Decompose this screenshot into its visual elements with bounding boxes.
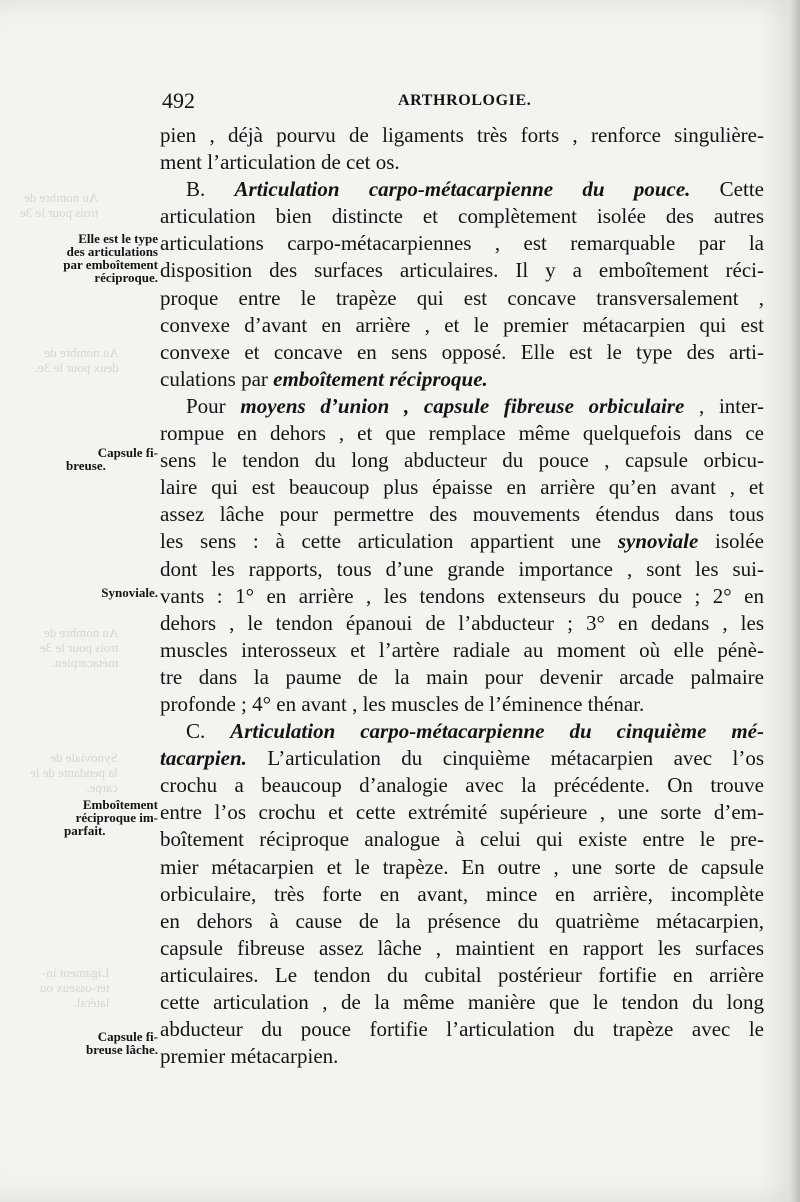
section-heading-b [160,176,764,203]
text-line: mier métacarpien et le trapèze. En outre , une sorte de capsule [160,854,764,879]
text-line: tre dans la paume de la main pour devenir arcade palmaire [160,664,764,689]
text-line: dont les rapports, tous d’une grande importance , sont les sui- [160,556,764,581]
page-edge-shadow [790,0,800,1202]
text-line: ment l’articulation de cet os. [160,150,400,175]
margin-note-line: Elle est le type [78,231,158,246]
text-line: entre l’os crochu et cette extrémité supérieure , une sorte d’em- [160,800,764,825]
margin-note-line: Capsule fi- [97,445,158,460]
margin-note-capsule-fibreuse [40,446,158,472]
section-title-continued: tacarpien. [160,746,247,771]
section-letter: C. [186,719,231,744]
text-fragment: culations par [160,366,274,391]
text-line: pien , déjà pourvu de ligaments très forts , renforce singulière- [160,123,764,147]
text-line: proque entre le trapèze qui est concave transversalement , [160,285,764,310]
emphasis-term: moyens d’union , capsule fibreuse orbiculaire [240,393,685,418]
margin-note-capsule-lache [40,1030,158,1056]
section-title: Articulation carpo-métacarpienne du cinquième mé- [230,719,764,744]
text-line [160,393,764,420]
margin-note-line: des articulations [66,244,158,259]
text-line: muscles interosseux et l’artère radiale au moment où elle pénè- [160,637,764,662]
text-line: convexe d’avant en arrière , et le premier métacarpien qui est [160,312,764,337]
text-line: crochu a beaucoup d’analogie avec la précédente. On trouve [160,773,764,798]
text-line: profonde ; 4° en avant , les muscles de l’éminence thénar. [160,691,645,716]
text-line: premier métacarpien. [160,1044,339,1069]
margin-note-line: Emboîtement [82,797,158,812]
margin-note-line: réciproque im- [75,810,158,825]
text-line: disposition des surfaces articulaires. Il y a emboîtement réci- [160,258,764,283]
text-line: capsule fibreuse assez lâche , maintient en rapport les surfaces [160,935,764,960]
body-text [160,122,764,1070]
text-fragment: Cette [690,177,764,202]
text-fragment: , inter- [684,393,764,418]
section-title: Articulation carpo-métacarpienne du pouce. [234,177,691,202]
margin-note-line: breuse. [66,458,106,473]
text-line: rompue en dehors , et que remplace même quelquefois dans ce [160,421,764,446]
text-line: abducteur du pouce fortifie l’articulation du trapèze avec le [160,1017,764,1042]
margin-note-line: Synoviale. [101,585,158,600]
text-line [160,528,764,555]
bleed-through-left-3: Au nombre de trois pour le 3e métacarpien. [40,625,119,670]
text-line: articulaires. Le tendon du cubital postérieur fortifie en arrière [160,962,764,987]
bleed-through-left-2: Au nombre de deux pour le 3e. [35,345,119,375]
text-line [160,745,764,772]
text-line: en dehors à cause de la présence du quatrième métacarpien, [160,908,764,933]
text-line [160,366,764,393]
bleed-through-left-1: Au nombre de trois pour le 3e [20,190,99,220]
margin-note-line: par emboîtement [63,257,158,272]
bleed-through-left-4: Synoviale de la pendante de le carpe. [30,750,118,795]
text-line: cette articulation , de la même manière que le tendon du long [160,990,764,1014]
section-letter: B. [186,177,235,202]
margin-note-line: parfait. [64,823,106,838]
margin-note-line: réciproque. [94,270,158,285]
text-line: vants : 1° en arrière , les tendons extenseurs du pouce ; 2° en [160,583,764,608]
emphasis-term: synoviale [617,529,699,554]
page-number: 492 [162,88,195,113]
margin-note-line: Capsule fi- [97,1029,158,1044]
emphasis-term: emboîtement réciproque. [273,366,488,391]
text-fragment: L’articulation du cinquième métacarpien avec l’os [246,746,764,771]
text-fragment: Pour [186,393,241,418]
margin-note-emboitement-imparfait [40,798,158,837]
text-line: articulations carpo-métacarpiennes , est remarquable par la [160,231,764,256]
margin-note-synoviale [40,586,158,599]
bleed-through-left-5: Ligament in- ter-osseux ou latéral. [40,965,110,1010]
text-line: articulation bien distincte et complètement isolée des autres [160,204,764,229]
margin-note-line: breuse lâche. [86,1042,158,1057]
text-line: dehors , le tendon épanoui de l’abducteur ; 3° en dedans , les [160,610,764,635]
text-line: convexe et concave en sens opposé. Elle est le type des arti- [160,339,764,364]
page-header [160,88,760,118]
text-fragment: les sens : à cette articulation appartient une [160,529,618,554]
margin-note-emboitement [40,232,158,284]
text-line: boîtement réciproque analogue à celui qui existe entre le pre- [160,827,764,852]
text-fragment: isolée [698,529,764,554]
running-title: ARTHROLOGIE. [398,92,532,109]
text-line: laire qui est beaucoup plus épaisse en arrière qu’en avant , et [160,475,764,500]
section-heading-c [160,718,764,745]
text-line: sens le tendon du long abducteur du pouce , capsule orbicu- [160,448,764,473]
text-line: assez lâche pour permettre des mouvements étendus dans tous [160,502,764,527]
text-line: orbiculaire, très forte en avant, mince en arrière, incomplète [160,881,764,906]
